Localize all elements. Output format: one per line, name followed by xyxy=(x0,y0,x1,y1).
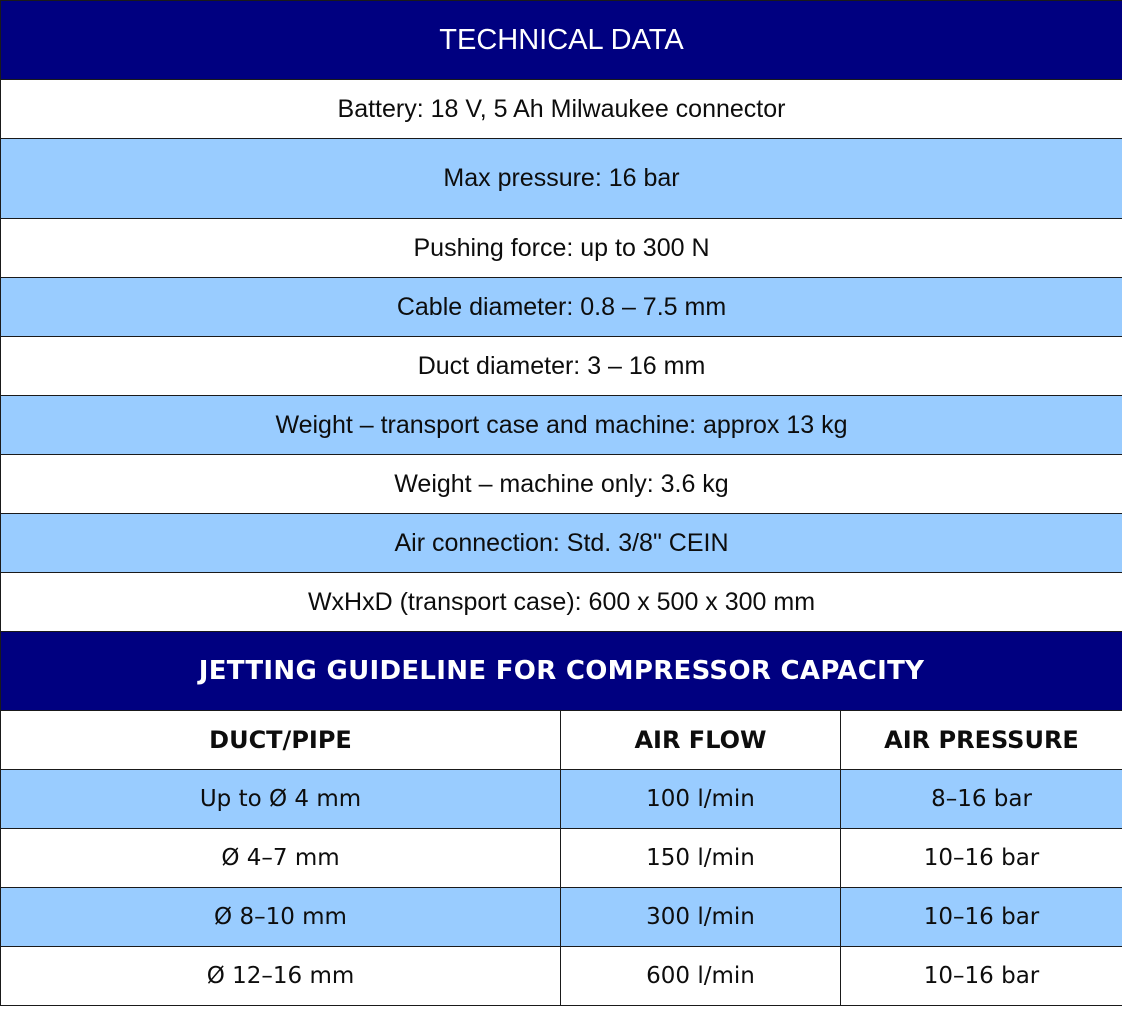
table-row xyxy=(1,770,1122,829)
spec-dimensions: WxHxD (transport case): 600 x 500 x 300 mm xyxy=(1,573,1122,632)
table-row xyxy=(1,829,1122,888)
air-flow-cell: 150 l/min xyxy=(561,829,841,888)
column-header-air-flow: AIR FLOW xyxy=(561,711,841,770)
duct-pipe-cell: Ø 12–16 mm xyxy=(1,947,561,1006)
table-row xyxy=(1,947,1122,1006)
spec-cable-diameter: Cable diameter: 0.8 – 7.5 mm xyxy=(1,278,1122,337)
spec-weight-machine: Weight – machine only: 3.6 kg xyxy=(1,455,1122,514)
table-row xyxy=(1,888,1122,947)
air-pressure-cell: 10–16 bar xyxy=(841,888,1122,947)
duct-pipe-cell: Ø 4–7 mm xyxy=(1,829,561,888)
spec-duct-diameter: Duct diameter: 3 – 16 mm xyxy=(1,337,1122,396)
spec-air-connection: Air connection: Std. 3/8" CEIN xyxy=(1,514,1122,573)
spec-battery: Battery: 18 V, 5 Ah Milwaukee connector xyxy=(1,80,1122,139)
technical-data-title: TECHNICAL DATA xyxy=(1,1,1122,80)
air-flow-cell: 600 l/min xyxy=(561,947,841,1006)
spec-max-pressure: Max pressure: 16 bar xyxy=(1,139,1122,219)
air-pressure-cell: 10–16 bar xyxy=(841,829,1122,888)
duct-pipe-cell: Ø 8–10 mm xyxy=(1,888,561,947)
spec-weight-case-machine: Weight – transport case and machine: approx 13 kg xyxy=(1,396,1122,455)
air-flow-cell: 100 l/min xyxy=(561,770,841,829)
column-header-air-pressure: AIR PRESSURE xyxy=(841,711,1122,770)
air-flow-cell: 300 l/min xyxy=(561,888,841,947)
air-pressure-cell: 10–16 bar xyxy=(841,947,1122,1006)
column-header-duct-pipe: DUCT/PIPE xyxy=(1,711,561,770)
air-pressure-cell: 8–16 bar xyxy=(841,770,1122,829)
duct-pipe-cell: Up to Ø 4 mm xyxy=(1,770,561,829)
spec-pushing-force: Pushing force: up to 300 N xyxy=(1,219,1122,278)
jetting-guideline-title: JETTING GUIDELINE FOR COMPRESSOR CAPACITY xyxy=(1,632,1122,711)
